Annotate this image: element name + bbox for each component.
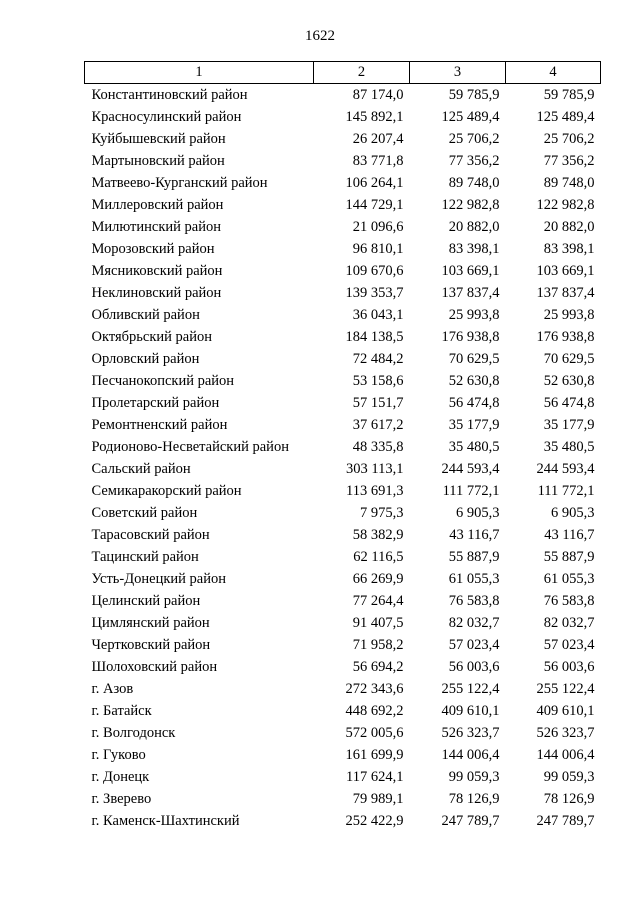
amount-col3-cell: 57 023,4 (448, 637, 500, 653)
amount-col2-cell: 144 729,1 (345, 197, 404, 213)
table-row (85, 326, 601, 348)
amount-col2-cell: 72 484,2 (352, 351, 404, 367)
amount-col2-cell: 79 989,1 (352, 791, 404, 807)
amount-col3-cell: 409 610,1 (441, 703, 500, 719)
amount-col4-cell: 244 593,4 (536, 461, 595, 477)
territory-name-cell: Тацинский район (91, 549, 199, 565)
territory-name-cell: Советский район (91, 505, 198, 521)
amount-col2-cell: 572 005,6 (345, 725, 404, 741)
territory-name-cell: г. Донецк (91, 769, 150, 785)
amount-col2-cell: 56 694,2 (352, 659, 404, 675)
amount-col2-cell: 272 343,6 (345, 681, 404, 697)
amount-col3-cell: 137 837,4 (441, 285, 500, 301)
territory-name-cell: Морозовский район (91, 241, 215, 257)
amount-col2-cell: 91 407,5 (352, 615, 404, 631)
table-row (85, 612, 601, 634)
territory-name-cell: Куйбышевский район (91, 131, 226, 147)
territory-name-cell: г. Гуково (91, 747, 146, 763)
table-row (85, 546, 601, 568)
amount-col3-cell: 20 882,0 (448, 219, 500, 235)
amount-col4-cell: 77 356,2 (543, 153, 595, 169)
territory-name-cell: г. Волгодонск (91, 725, 176, 741)
amount-col3-cell: 77 356,2 (448, 153, 500, 169)
amount-col4-cell: 52 630,8 (543, 373, 595, 389)
amount-col4-cell: 59 785,9 (543, 87, 595, 103)
table-row (85, 282, 601, 304)
amount-col4-cell: 76 583,8 (543, 593, 595, 609)
table-row (85, 348, 601, 370)
table-row (85, 392, 601, 414)
amount-col3-cell: 83 398,1 (448, 241, 500, 257)
territory-name-cell: г. Батайск (91, 703, 152, 719)
territory-name-cell: Усть-Донецкий район (91, 571, 226, 587)
table-row (85, 106, 601, 128)
amount-col4-cell: 125 489,4 (536, 109, 595, 125)
table-row (85, 766, 601, 788)
table-row (85, 568, 601, 590)
amount-col3-cell: 247 789,7 (441, 813, 500, 829)
amount-col2-cell: 57 151,7 (352, 395, 404, 411)
territory-name-cell: Матвеево-Курганский район (91, 175, 268, 191)
amount-col4-cell: 25 706,2 (543, 131, 595, 147)
amount-col2-cell: 303 113,1 (346, 461, 404, 477)
territory-name-cell: Цимлянский район (91, 615, 210, 631)
territory-name-cell: г. Азов (91, 681, 134, 697)
amount-col3-cell: 111 772,1 (442, 483, 500, 499)
amount-col2-cell: 37 617,2 (352, 417, 404, 433)
amount-col4-cell: 99 059,3 (543, 769, 595, 785)
amount-col4-cell: 122 982,8 (536, 197, 595, 213)
amount-col2-cell: 87 174,0 (352, 87, 404, 103)
table-row (85, 810, 601, 832)
table-row (85, 502, 601, 524)
amount-col2-cell: 21 096,6 (352, 219, 404, 235)
table-row (85, 216, 601, 238)
table-row (85, 524, 601, 546)
table-row (85, 414, 601, 436)
amount-col3-cell: 144 006,4 (441, 747, 500, 763)
amount-col3-cell: 103 669,1 (441, 263, 500, 279)
amount-col2-cell: 252 422,9 (345, 813, 404, 829)
amount-col2-cell: 83 771,8 (352, 153, 404, 169)
amount-col3-cell: 82 032,7 (448, 615, 500, 631)
amount-col3-cell: 55 887,9 (448, 549, 500, 565)
amount-col4-cell: 35 177,9 (543, 417, 595, 433)
territory-name-cell: Сальский район (91, 461, 191, 477)
amount-col4-cell: 247 789,7 (536, 813, 595, 829)
table-row (85, 172, 601, 194)
amount-col2-cell: 117 624,1 (346, 769, 404, 785)
amount-col3-cell: 56 003,6 (448, 659, 500, 675)
column-header-1: 1 (85, 62, 314, 84)
amount-col4-cell: 55 887,9 (543, 549, 595, 565)
territory-name-cell: Пролетарский район (91, 395, 220, 411)
territory-name-cell: Песчанокопский район (91, 373, 235, 389)
amount-col4-cell: 43 116,7 (544, 527, 595, 543)
column-header-4: 4 (506, 62, 601, 84)
territory-name-cell: Миллеровский район (91, 197, 224, 213)
amount-col3-cell: 125 489,4 (441, 109, 500, 125)
table-row (85, 480, 601, 502)
budget-table (84, 61, 601, 832)
amount-col2-cell: 58 382,9 (352, 527, 404, 543)
amount-col3-cell: 25 993,8 (448, 307, 500, 323)
amount-col2-cell: 184 138,5 (345, 329, 404, 345)
territory-name-cell: Обливский район (91, 307, 200, 323)
amount-col2-cell: 48 335,8 (352, 439, 404, 455)
amount-col4-cell: 83 398,1 (543, 241, 595, 257)
table-row (85, 84, 601, 107)
territory-name-cell: Октябрьский район (91, 329, 212, 345)
page-number: 1622 (305, 28, 335, 44)
territory-name-cell: Целинский район (91, 593, 201, 609)
amount-col2-cell: 7 975,3 (360, 505, 404, 521)
amount-col4-cell: 103 669,1 (536, 263, 595, 279)
amount-col3-cell: 176 938,8 (441, 329, 500, 345)
amount-col4-cell: 56 474,8 (543, 395, 595, 411)
amount-col4-cell: 137 837,4 (536, 285, 595, 301)
amount-col3-cell: 43 116,7 (449, 527, 500, 543)
amount-col3-cell: 78 126,9 (448, 791, 500, 807)
territory-name-cell: Константиновский район (91, 87, 248, 103)
territory-name-cell: Ремонтненский район (91, 417, 228, 433)
territory-name-cell: г. Каменск-Шахтинский (91, 813, 240, 829)
table-row (85, 150, 601, 172)
amount-col4-cell: 56 003,6 (543, 659, 595, 675)
amount-col4-cell: 82 032,7 (543, 615, 595, 631)
amount-col3-cell: 35 177,9 (448, 417, 500, 433)
table-row (85, 722, 601, 744)
table-row (85, 590, 601, 612)
amount-col2-cell: 77 264,4 (352, 593, 404, 609)
amount-col3-cell: 70 629,5 (448, 351, 500, 367)
table-row (85, 128, 601, 150)
amount-col3-cell: 25 706,2 (448, 131, 500, 147)
territory-name-cell: Красносулинский район (91, 109, 242, 125)
amount-col2-cell: 53 158,6 (352, 373, 404, 389)
territory-name-cell: Родионово-Несветайский район (91, 439, 289, 455)
amount-col4-cell: 144 006,4 (536, 747, 595, 763)
table-row (85, 194, 601, 216)
amount-col2-cell: 109 670,6 (345, 263, 404, 279)
table-row (85, 634, 601, 656)
amount-col3-cell: 6 905,3 (456, 505, 500, 521)
territory-name-cell: Неклиновский район (91, 285, 222, 301)
amount-col2-cell: 71 958,2 (352, 637, 404, 653)
amount-col4-cell: 409 610,1 (536, 703, 595, 719)
column-header-3: 3 (410, 62, 506, 84)
amount-col2-cell: 106 264,1 (345, 175, 404, 191)
amount-col3-cell: 35 480,5 (448, 439, 500, 455)
amount-col4-cell: 176 938,8 (536, 329, 595, 345)
amount-col3-cell: 244 593,4 (441, 461, 500, 477)
amount-col4-cell: 20 882,0 (543, 219, 595, 235)
territory-name-cell: Мясниковский район (91, 263, 223, 279)
amount-col2-cell: 161 699,9 (345, 747, 404, 763)
table-header (85, 62, 601, 84)
amount-col4-cell: 70 629,5 (543, 351, 595, 367)
table-row (85, 238, 601, 260)
table-row (85, 436, 601, 458)
amount-col2-cell: 26 207,4 (352, 131, 404, 147)
column-header-2: 2 (314, 62, 410, 84)
header-row (85, 62, 601, 84)
amount-col3-cell: 99 059,3 (448, 769, 500, 785)
table-row (85, 370, 601, 392)
territory-name-cell: Чертковский район (91, 637, 211, 653)
amount-col4-cell: 25 993,8 (543, 307, 595, 323)
table-row (85, 700, 601, 722)
amount-col2-cell: 113 691,3 (346, 483, 404, 499)
territory-name-cell: Мартыновский район (91, 153, 225, 169)
territory-name-cell: г. Зверево (91, 791, 152, 807)
amount-col4-cell: 89 748,0 (543, 175, 595, 191)
territory-name-cell: Семикаракорский район (91, 483, 242, 499)
amount-col2-cell: 96 810,1 (352, 241, 404, 257)
amount-col4-cell: 61 055,3 (543, 571, 595, 587)
amount-col4-cell: 6 905,3 (551, 505, 595, 521)
amount-col2-cell: 66 269,9 (352, 571, 404, 587)
amount-col4-cell: 526 323,7 (536, 725, 595, 741)
amount-col3-cell: 52 630,8 (448, 373, 500, 389)
territory-name-cell: Шолоховский район (91, 659, 218, 675)
table-row (85, 656, 601, 678)
territory-name-cell: Тарасовский район (91, 527, 210, 543)
table-row (85, 304, 601, 326)
amount-col2-cell: 36 043,1 (352, 307, 404, 323)
amount-col4-cell: 35 480,5 (543, 439, 595, 455)
amount-col3-cell: 59 785,9 (448, 87, 500, 103)
amount-col4-cell: 57 023,4 (543, 637, 595, 653)
amount-col2-cell: 62 116,5 (353, 549, 404, 565)
amount-col3-cell: 76 583,8 (448, 593, 500, 609)
amount-col2-cell: 145 892,1 (345, 109, 404, 125)
amount-col3-cell: 526 323,7 (441, 725, 500, 741)
table-row (85, 744, 601, 766)
territory-name-cell: Орловский район (91, 351, 200, 367)
amount-col4-cell: 78 126,9 (543, 791, 595, 807)
table-row (85, 788, 601, 810)
territory-name-cell: Милютинский район (91, 219, 221, 235)
amount-col2-cell: 448 692,2 (345, 703, 404, 719)
amount-col3-cell: 56 474,8 (448, 395, 500, 411)
amount-col3-cell: 255 122,4 (441, 681, 500, 697)
table-body (85, 84, 601, 833)
amount-col4-cell: 255 122,4 (536, 681, 595, 697)
amount-col2-cell: 139 353,7 (345, 285, 404, 301)
amount-col3-cell: 61 055,3 (448, 571, 500, 587)
table-row (85, 458, 601, 480)
amount-col3-cell: 89 748,0 (448, 175, 500, 191)
table-row (85, 260, 601, 282)
amount-col3-cell: 122 982,8 (441, 197, 500, 213)
table-row (85, 678, 601, 700)
amount-col4-cell: 111 772,1 (537, 483, 595, 499)
